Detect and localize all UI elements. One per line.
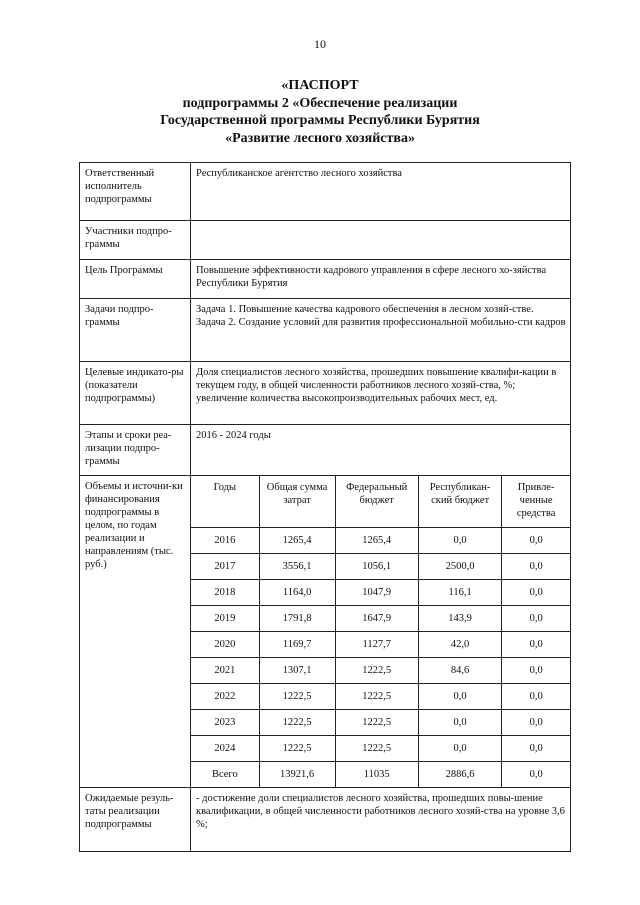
indicators-value bbox=[191, 362, 571, 425]
republic-cell: 0,0 bbox=[418, 684, 501, 710]
republic-cell: 0,0 bbox=[418, 736, 501, 762]
attracted-cell: 0,0 bbox=[502, 606, 570, 632]
header-republic: Республикан-ский бюджет bbox=[418, 476, 501, 528]
federal-cell: 1222,5 bbox=[335, 684, 418, 710]
federal-cell: 1265,4 bbox=[335, 528, 418, 554]
federal-cell: 1127,7 bbox=[335, 632, 418, 658]
executor-value: Республиканское агентство лесного хозяйства bbox=[191, 163, 571, 221]
tasks-value bbox=[191, 299, 571, 362]
total-cell: 1222,5 bbox=[259, 736, 335, 762]
republic-cell: 84,6 bbox=[418, 658, 501, 684]
row-goal bbox=[80, 260, 571, 299]
goal-value: Повышение эффективности кадрового управления в сфере лесного хо-зяйства Республики Бурятия bbox=[191, 260, 571, 299]
total-cell: 13921,6 bbox=[259, 762, 335, 788]
row-executor bbox=[80, 163, 571, 221]
participants-value bbox=[191, 221, 571, 260]
row-tasks bbox=[80, 299, 571, 362]
total-cell: 1164,0 bbox=[259, 580, 335, 606]
republic-cell: 2886,6 bbox=[418, 762, 501, 788]
attracted-cell: 0,0 bbox=[502, 632, 570, 658]
republic-cell: 42,0 bbox=[418, 632, 501, 658]
row-results bbox=[80, 788, 571, 852]
federal-cell: 1222,5 bbox=[335, 710, 418, 736]
republic-cell: 0,0 bbox=[418, 528, 501, 554]
republic-cell: 2500,0 bbox=[418, 554, 501, 580]
indicators-label: Целевые индикато-ры (показатели подпрограммы) bbox=[80, 362, 191, 425]
total-cell: 1169,7 bbox=[259, 632, 335, 658]
row-financing bbox=[80, 476, 571, 788]
republic-cell: 143,9 bbox=[418, 606, 501, 632]
federal-cell: 1056,1 bbox=[335, 554, 418, 580]
financing-table-cell bbox=[191, 476, 571, 788]
results-label: Ожидаемые резуль-таты реализации подпрограммы bbox=[80, 788, 191, 852]
year-cell: 2019 bbox=[191, 606, 259, 632]
attracted-cell: 0,0 bbox=[502, 658, 570, 684]
indicator-2: увеличение количества высокопроизводительных рабочих мест, ед. bbox=[196, 393, 498, 404]
stages-value: 2016 - 2024 годы bbox=[191, 425, 571, 476]
financing-row bbox=[191, 606, 570, 632]
republic-cell: 116,1 bbox=[418, 580, 501, 606]
attracted-cell: 0,0 bbox=[502, 528, 570, 554]
tasks-label: Задачи подпро-граммы bbox=[80, 299, 191, 362]
document-title bbox=[60, 77, 580, 147]
year-cell: Всего bbox=[191, 762, 259, 788]
financing-row bbox=[191, 632, 570, 658]
title-line-2: подпрограммы 2 «Обеспечение реализации bbox=[182, 95, 458, 111]
financing-row bbox=[191, 580, 570, 606]
attracted-cell: 0,0 bbox=[502, 580, 570, 606]
year-cell: 2020 bbox=[191, 632, 259, 658]
republic-cell: 0,0 bbox=[418, 710, 501, 736]
financing-row bbox=[191, 554, 570, 580]
attracted-cell: 0,0 bbox=[502, 736, 570, 762]
results-value: - достижение доли специалистов лесного хозяйства, прошедших повы-шение квалификации, в общей численности работников лесного хозяй-ства на уровне 3,6 %; bbox=[191, 788, 571, 852]
row-indicators bbox=[80, 362, 571, 425]
year-cell: 2018 bbox=[191, 580, 259, 606]
year-cell: 2016 bbox=[191, 528, 259, 554]
financing-row bbox=[191, 684, 570, 710]
row-participants bbox=[80, 221, 571, 260]
attracted-cell: 0,0 bbox=[502, 684, 570, 710]
year-cell: 2022 bbox=[191, 684, 259, 710]
attracted-cell: 0,0 bbox=[502, 554, 570, 580]
header-attracted: Привле-ченные средства bbox=[502, 476, 570, 528]
federal-cell: 11035 bbox=[335, 762, 418, 788]
passport-table bbox=[79, 162, 571, 852]
task-2: Задача 2. Создание условий для развития профессиональной мобильно-сти кадров bbox=[196, 317, 566, 328]
header-federal: Федеральный бюджет bbox=[335, 476, 418, 528]
financing-row bbox=[191, 528, 570, 554]
header-total: Общая сумма затрат bbox=[259, 476, 335, 528]
financing-row bbox=[191, 710, 570, 736]
task-1: Задача 1. Повышение качества кадрового обеспечения в лесном хозяй-стве. bbox=[196, 304, 534, 315]
year-cell: 2024 bbox=[191, 736, 259, 762]
total-cell: 1222,5 bbox=[259, 684, 335, 710]
federal-cell: 1222,5 bbox=[335, 658, 418, 684]
total-cell: 1307,1 bbox=[259, 658, 335, 684]
goal-label: Цель Программы bbox=[80, 260, 191, 299]
header-years: Годы bbox=[191, 476, 259, 528]
year-cell: 2021 bbox=[191, 658, 259, 684]
total-cell: 1265,4 bbox=[259, 528, 335, 554]
total-cell: 3556,1 bbox=[259, 554, 335, 580]
participants-label: Участники подпро-граммы bbox=[80, 221, 191, 260]
total-cell: 1222,5 bbox=[259, 710, 335, 736]
attracted-cell: 0,0 bbox=[502, 710, 570, 736]
executor-label: Ответственный исполнитель подпрограммы bbox=[80, 163, 191, 221]
total-cell: 1791,8 bbox=[259, 606, 335, 632]
year-cell: 2023 bbox=[191, 710, 259, 736]
financing-row bbox=[191, 762, 570, 788]
financing-table bbox=[191, 476, 570, 787]
year-cell: 2017 bbox=[191, 554, 259, 580]
financing-row bbox=[191, 736, 570, 762]
title-line-3: Государственной программы Республики Бурятия bbox=[160, 113, 480, 128]
federal-cell: 1047,9 bbox=[335, 580, 418, 606]
financing-header-row bbox=[191, 476, 570, 528]
attracted-cell: 0,0 bbox=[502, 762, 570, 788]
title-line-4: «Развитие лесного хозяйства» bbox=[225, 130, 415, 146]
federal-cell: 1647,9 bbox=[335, 606, 418, 632]
stages-label: Этапы и сроки реа-лизации подпро-граммы bbox=[80, 425, 191, 476]
federal-cell: 1222,5 bbox=[335, 736, 418, 762]
indicator-1: Доля специалистов лесного хозяйства, прошедших повышение квалифи-кации в текущем году, в общей численности работников лесного хозяй-ства, %; bbox=[196, 367, 557, 391]
title-line-1: «ПАСПОРТ bbox=[281, 78, 359, 93]
financing-label: Объемы и источни-ки финансирования подпрограммы в целом, по годам реализации и направлениям (тыс. руб.) bbox=[80, 476, 191, 788]
row-stages bbox=[80, 425, 571, 476]
financing-row bbox=[191, 658, 570, 684]
page-number: 10 bbox=[314, 37, 326, 51]
